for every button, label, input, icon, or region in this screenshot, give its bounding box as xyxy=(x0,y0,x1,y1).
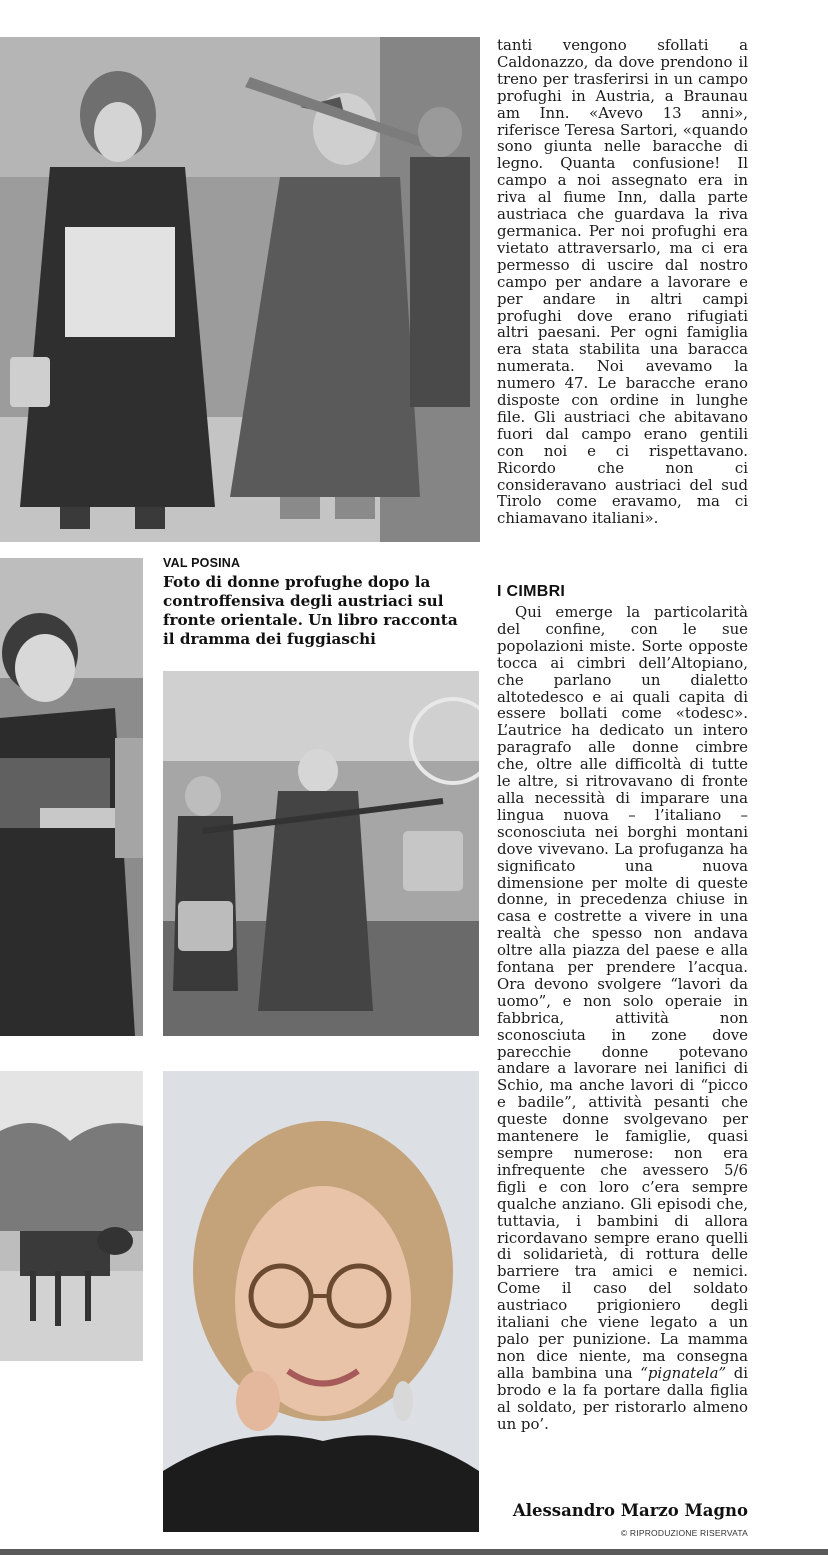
caption-kicker: VAL POSINA xyxy=(163,556,241,570)
photo-refugee-women xyxy=(0,37,480,542)
photo-horse-cart xyxy=(0,1071,143,1361)
photo-author-portrait xyxy=(163,1071,479,1532)
paragraph-text-part1: Qui emerge la particolarità del confine, con le sue popolazioni miste. Sorte opposte tocca ai cimbri dell’Altopiano, che parlano un dialetto altotedesco e ai quali capita di essere bollati come «todesc». L’autrice ha dedicato un intero paragrafo alle donne cimbre che, oltre alle difficoltà di tutte le altre, si ritrovavano di fronte alla necessità di imparare una lingua nuova – l’italiano – sconosciuta nei borghi montani dove vivevano. La profuganza ha significato una nuova dimensione per molte di queste donne, in precedenza chiuse in casa e costrette a vivere in una realtà che spesso non andava oltre alla piazza del paese e alla fontana per prendere l’acqua. Ora devono svolgere “lavori da uomo”, e non solo operaie in fabbrica, attività non sconosciuta in zone dove parecchie donne potevano andare a lavorare nei lanifici di Schio, ma anche lavori di “picco e badile”, attività pesanti che queste donne svolgevano per mantenere le famiglie, quasi sempre numerose: non era infrequente che avessero 5/6 figli e con loro c’era sempre qualche anziano. Gli episodi che, tuttavia, i bambini di allora ricordavano sempre erano quelli di solidarietà, di rottura delle barriere tra amici e nemici. Come il caso del soldato austriaco prigioniero degli italiani che viene legato a un palo per punizione. La mamma non dice niente, ma consegna alla bambina una xyxy=(497,603,748,1382)
paragraph-italic-term: “pignatela” xyxy=(640,1363,727,1382)
copyright-notice: © RIPRODUZIONE RISERVATA xyxy=(620,1528,748,1538)
paragraph-text-part2: di brodo e la fa portare dalla figlia al soldato, per ristorarlo almeno un po’. xyxy=(497,1363,748,1433)
photo-caption: Foto di donne profughe dopo la controffensiva degli austriaci sul fronte orientale. Un libro racconta il dramma dei fuggiaschi xyxy=(163,573,458,648)
bottom-rule xyxy=(0,1549,828,1555)
photo-water-carriers xyxy=(163,671,479,1036)
article-paragraph-top: tanti vengono sfollati a Caldonazzo, da dove prendono il treno per trasferirsi in un campo profughi in Austria, a Braunau am Inn. «Avevo 13 anni», riferisce Teresa Sartori, «quando sono giunta nelle baracche di legno. Quanta confusione! Il campo a noi assegnato era in riva al fiume Inn, dalla parte austriaca che guardava la riva germanica. Per noi profughi era vietato attraversarlo, ma ci era permesso di uscire dal nostro campo per andare a lavorare e per andare in altri campi profughi dove erano rifugiati altri paesani. Per ogni famiglia era stata stabilita una baracca numerata. Noi avevamo la numero 47. Le baracche erano disposte con ordine in lunghe file. Gli austriaci che abitavano fuori dal campo erano gentili con noi e ci rispettavano. Ricordo che non ci consideravano austriaci del sud Tirolo come eravamo, ma ci chiamavano italiani». xyxy=(497,36,748,528)
section-heading: I CIMBRI xyxy=(497,583,566,600)
author-byline: Alessandro Marzo Magno xyxy=(512,1501,748,1520)
photo-girl xyxy=(0,558,143,1036)
article-paragraph-cimbri xyxy=(497,604,748,1432)
